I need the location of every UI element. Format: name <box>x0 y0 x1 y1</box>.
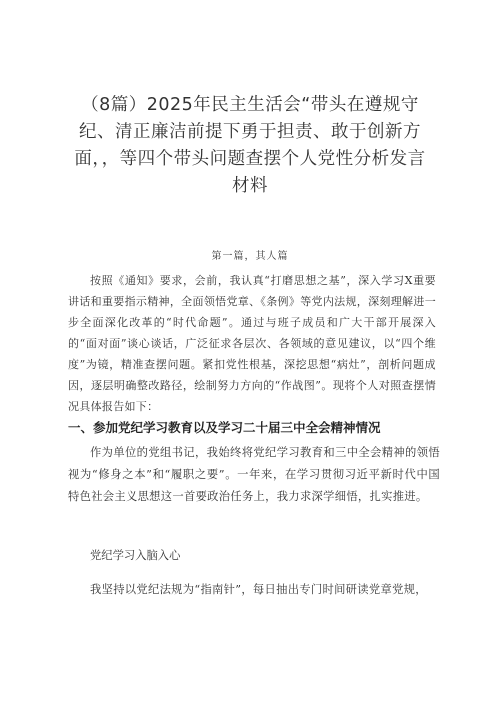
intro-paragraph: 按照《通知》要求，会前，我认真“打磨思想之基”，深入学习X重要讲话和重要指示精神，全面领悟党章、《条例》等党内法规，深刻理解进一步全面深化改革的“时代命题”。通过与班子成员和广大干部开展深入的“面对面”谈心谈话，广泛征求各层次、各领域的意见建议，以“四个维度”为镜，精准查摆问题。紧扣党性根基，深挖思想“病灶”，剖析问题成因，逐层明确整改路径，绘制努力方向的“作战图”。现将个人对照查摆情况具体报告如下： <box>68 274 436 413</box>
section-subtitle: 第一篇，其人篇 <box>211 251 289 262</box>
body-paragraph-2: 作为单位的党组书记，我始终将党纪学习教育和三中全会精神的领悟视为“修身之本”和“履职之要”。一年来，在学习贯彻习近平新时代中国特色社会主义思想这一首要政治任务上，我力求深学细悟，扎实推进。 <box>68 446 440 503</box>
document-title: （8篇）2025年民主生活会“带头在遵规守纪、清正廉洁前提下勇于担责、敢于创新方面，，等四个带头问题查摆个人党性分析发言材料 <box>74 95 426 196</box>
subheading-1: 党纪学习入脑入心 <box>90 549 181 562</box>
section-heading-1: 一、参加党纪学习教育以及学习二十届三中全会精神情况 <box>68 420 381 435</box>
body-paragraph-3: 我坚持以党纪法规为“指南针”，每日抽出专门时间研读党章党规， <box>90 583 427 596</box>
